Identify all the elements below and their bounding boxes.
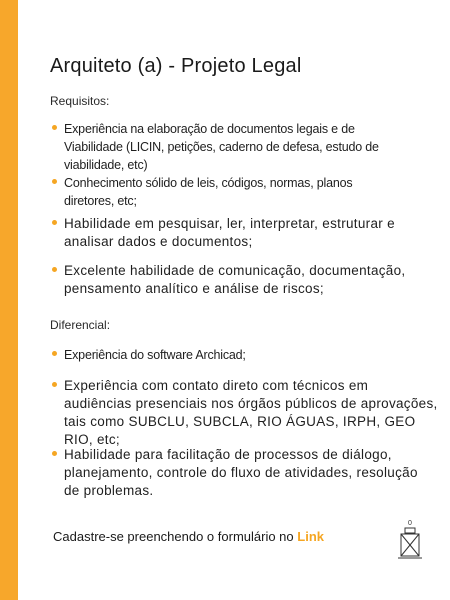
bullet-icon — [52, 382, 57, 387]
bullet-icon — [52, 451, 57, 456]
company-logo — [397, 518, 423, 566]
logo-mark: 0 — [408, 520, 412, 527]
accent-bar — [0, 0, 18, 600]
list-item — [50, 346, 394, 364]
footer-text: Cadastre-se preenchendo o formulário no — [53, 529, 294, 544]
bullet-icon — [52, 267, 57, 272]
bullet-icon — [52, 125, 57, 130]
list-item — [50, 262, 444, 298]
list-item — [50, 446, 434, 500]
differential-label: Diferencial: — [50, 318, 111, 332]
list-item — [50, 377, 439, 449]
requirements-label: Requisitos: — [50, 94, 110, 108]
bullet-icon — [52, 351, 57, 356]
requirement-text: Habilidade em pesquisar, ler, interpretar, estruturar e analisar dados e documentos; — [64, 216, 395, 249]
bullet-icon — [52, 179, 57, 184]
differential-text: Experiência do software Archicad; — [64, 348, 246, 362]
requirement-text: Conhecimento sólido de leis, códigos, normas, planos diretores, etc; — [64, 176, 353, 208]
page-title: Arquiteto (a) - Projeto Legal — [50, 55, 302, 77]
differential-text: Experiência com contato direto com técnicos em audiências presenciais nos órgãos públicos de aprovações, tais como SUBCLU, SUBCLA, RIO ÁGUAS, IRPH, GEO RIO, etc; — [64, 378, 438, 447]
list-item — [50, 174, 394, 210]
requirement-text: Excelente habilidade de comunicação, documentação, pensamento analítico e análise de riscos; — [64, 263, 406, 296]
list-item — [50, 120, 394, 174]
bullet-icon — [52, 220, 57, 225]
differential-text: Habilidade para facilitação de processos de diálogo, planejamento, controle do fluxo de atividades, resolução de problemas. — [64, 447, 418, 498]
signup-link[interactable]: Link — [297, 529, 324, 544]
requirement-text: Experiência na elaboração de documentos legais e de Viabilidade (LICIN, petições, caderno de defesa, estudo de viabilidade, etc) — [64, 122, 379, 172]
signup-footer — [53, 529, 324, 544]
list-item — [50, 215, 434, 251]
